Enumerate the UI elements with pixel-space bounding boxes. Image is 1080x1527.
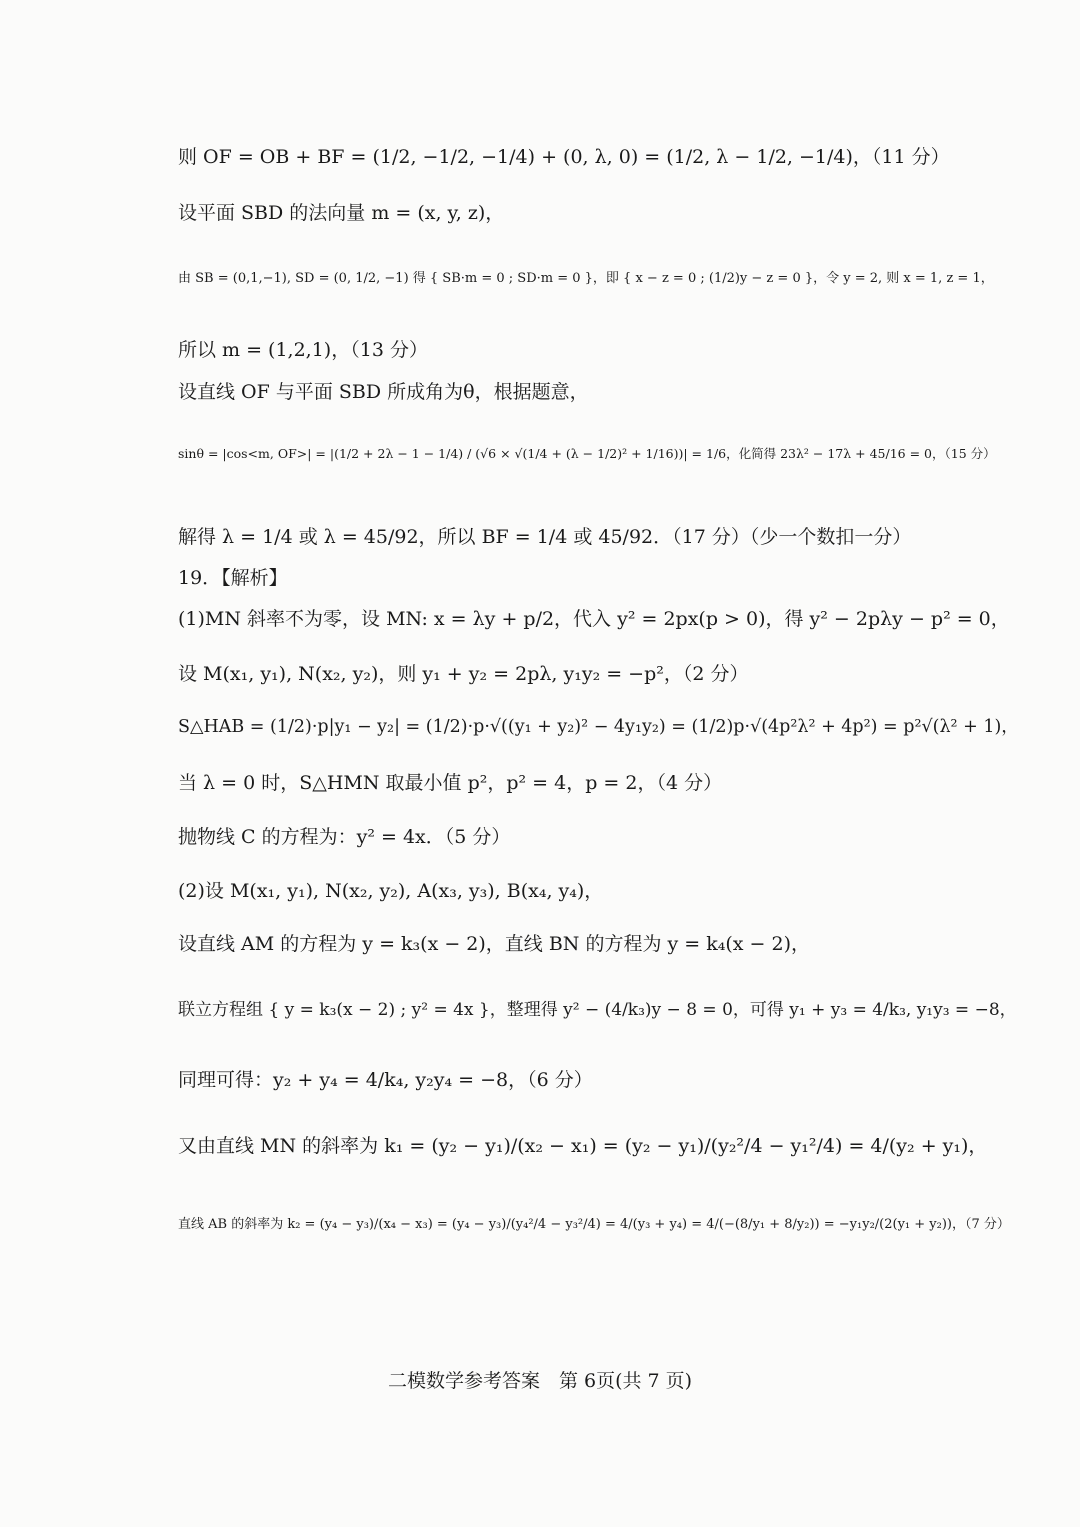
solution-line-normal-vector: 设平面 SBD 的法向量 m = (x, y, z)， [178, 202, 505, 224]
solution-line-m-result: 所以 m = (1,2,1)，（13 分） [178, 339, 428, 361]
solution-line-slope-mn: 又由直线 MN 的斜率为 k₁ = (y₂ − y₁)/(x₂ − x₁) = (y₂ − y₁)/(y₂²/4 − y₁²/4) = 4/(y₂ + y₁)， [178, 1135, 988, 1157]
solution-line-vieta: 设 M(x₁, y₁), N(x₂, y₂)，则 y₁ + y₂ = 2pλ, y₁y₂ = −p²，（2 分） [178, 663, 749, 685]
solution-line-part2-intro: (2)设 M(x₁, y₁), N(x₂, y₂), A(x₃, y₃), B(x₄, y₄)， [178, 880, 604, 902]
solution-line-slope-ab: 直线 AB 的斜率为 k₂ = (y₄ − y₃)/(x₄ − x₃) = (y₄ − y₃)/(y₄²/4 − y₃²/4) = 4/(y₃ + y₄) = 4/(−(8/y₁ + 8/y₂)) = −y₁y₂/(2(y₁ + y₂))，（7 分） [178, 1217, 1010, 1232]
solution-line-area: S△HAB = (1/2)·p|y₁ − y₂| = (1/2)·p·√((y₁ + y₂)² − 4y₁y₂) = (1/2)p·√(4p²λ² + 4p²) = p²√(λ² + 1)， [178, 717, 1019, 737]
page-footer: 二模数学参考答案 第 6页(共 7 页) [387, 1370, 693, 1392]
solution-line-of-vector: 则 OF = OB + BF = (1/2, −1/2, −1/4) + (0, λ, 0) = (1/2, λ − 1/2, −1/4)，（11 分） [178, 146, 950, 168]
solution-line-parabola: 抛物线 C 的方程为：y² = 4x．（5 分） [178, 826, 511, 848]
solution-line-combined-system: 联立方程组 { y = k₃(x − 2) ; y² = 4x }，整理得 y² − (4/k₃)y − 8 = 0，可得 y₁ + y₃ = 4/k₃, y₁y₃ = −8， [178, 1000, 1017, 1020]
solution-line-similarly: 同理可得：y₂ + y₄ = 4/k₄, y₂y₄ = −8，（6 分） [178, 1069, 593, 1091]
solution-line-minimum: 当 λ = 0 时，S△HMN 取最小值 p²，p² = 4，p = 2，（4 分） [178, 772, 723, 794]
solution-line-sin-theta: sinθ = |cos<m, OF>| = |(1/2 + 2λ − 1 − 1/4) / (√6 × √(1/4 + (λ − 1/2)² + 1/16))| = 1/6，化简得 23λ² − 17λ + 45/16 = 0，（15 分） [178, 446, 996, 461]
solution-line-line-equations: 设直线 AM 的方程为 y = k₃(x − 2)，直线 BN 的方程为 y = k₄(x − 2)， [178, 933, 810, 955]
problem-19-heading: 19．【解析】 [178, 567, 288, 589]
solution-line-lambda: 解得 λ = 1/4 或 λ = 45/92，所以 BF = 1/4 或 45/92．（17 分）（少一个数扣一分） [178, 526, 912, 548]
solution-line-angle: 设直线 OF 与平面 SBD 所成角为θ，根据题意， [178, 381, 589, 403]
solution-line-system: 由 SB = (0,1,−1), SD = (0, 1/2, −1) 得 { SB·m = 0 ; SD·m = 0 }，即 { x − z = 0 ; (1/2)y − z = 0 }，令 y = 2, 则 x = 1, z = 1， [178, 271, 994, 286]
solution-line-part1-intro: (1)MN 斜率不为零，设 MN: x = λy + p/2，代入 y² = 2px(p > 0)，得 y² − 2pλy − p² = 0， [178, 608, 1010, 630]
